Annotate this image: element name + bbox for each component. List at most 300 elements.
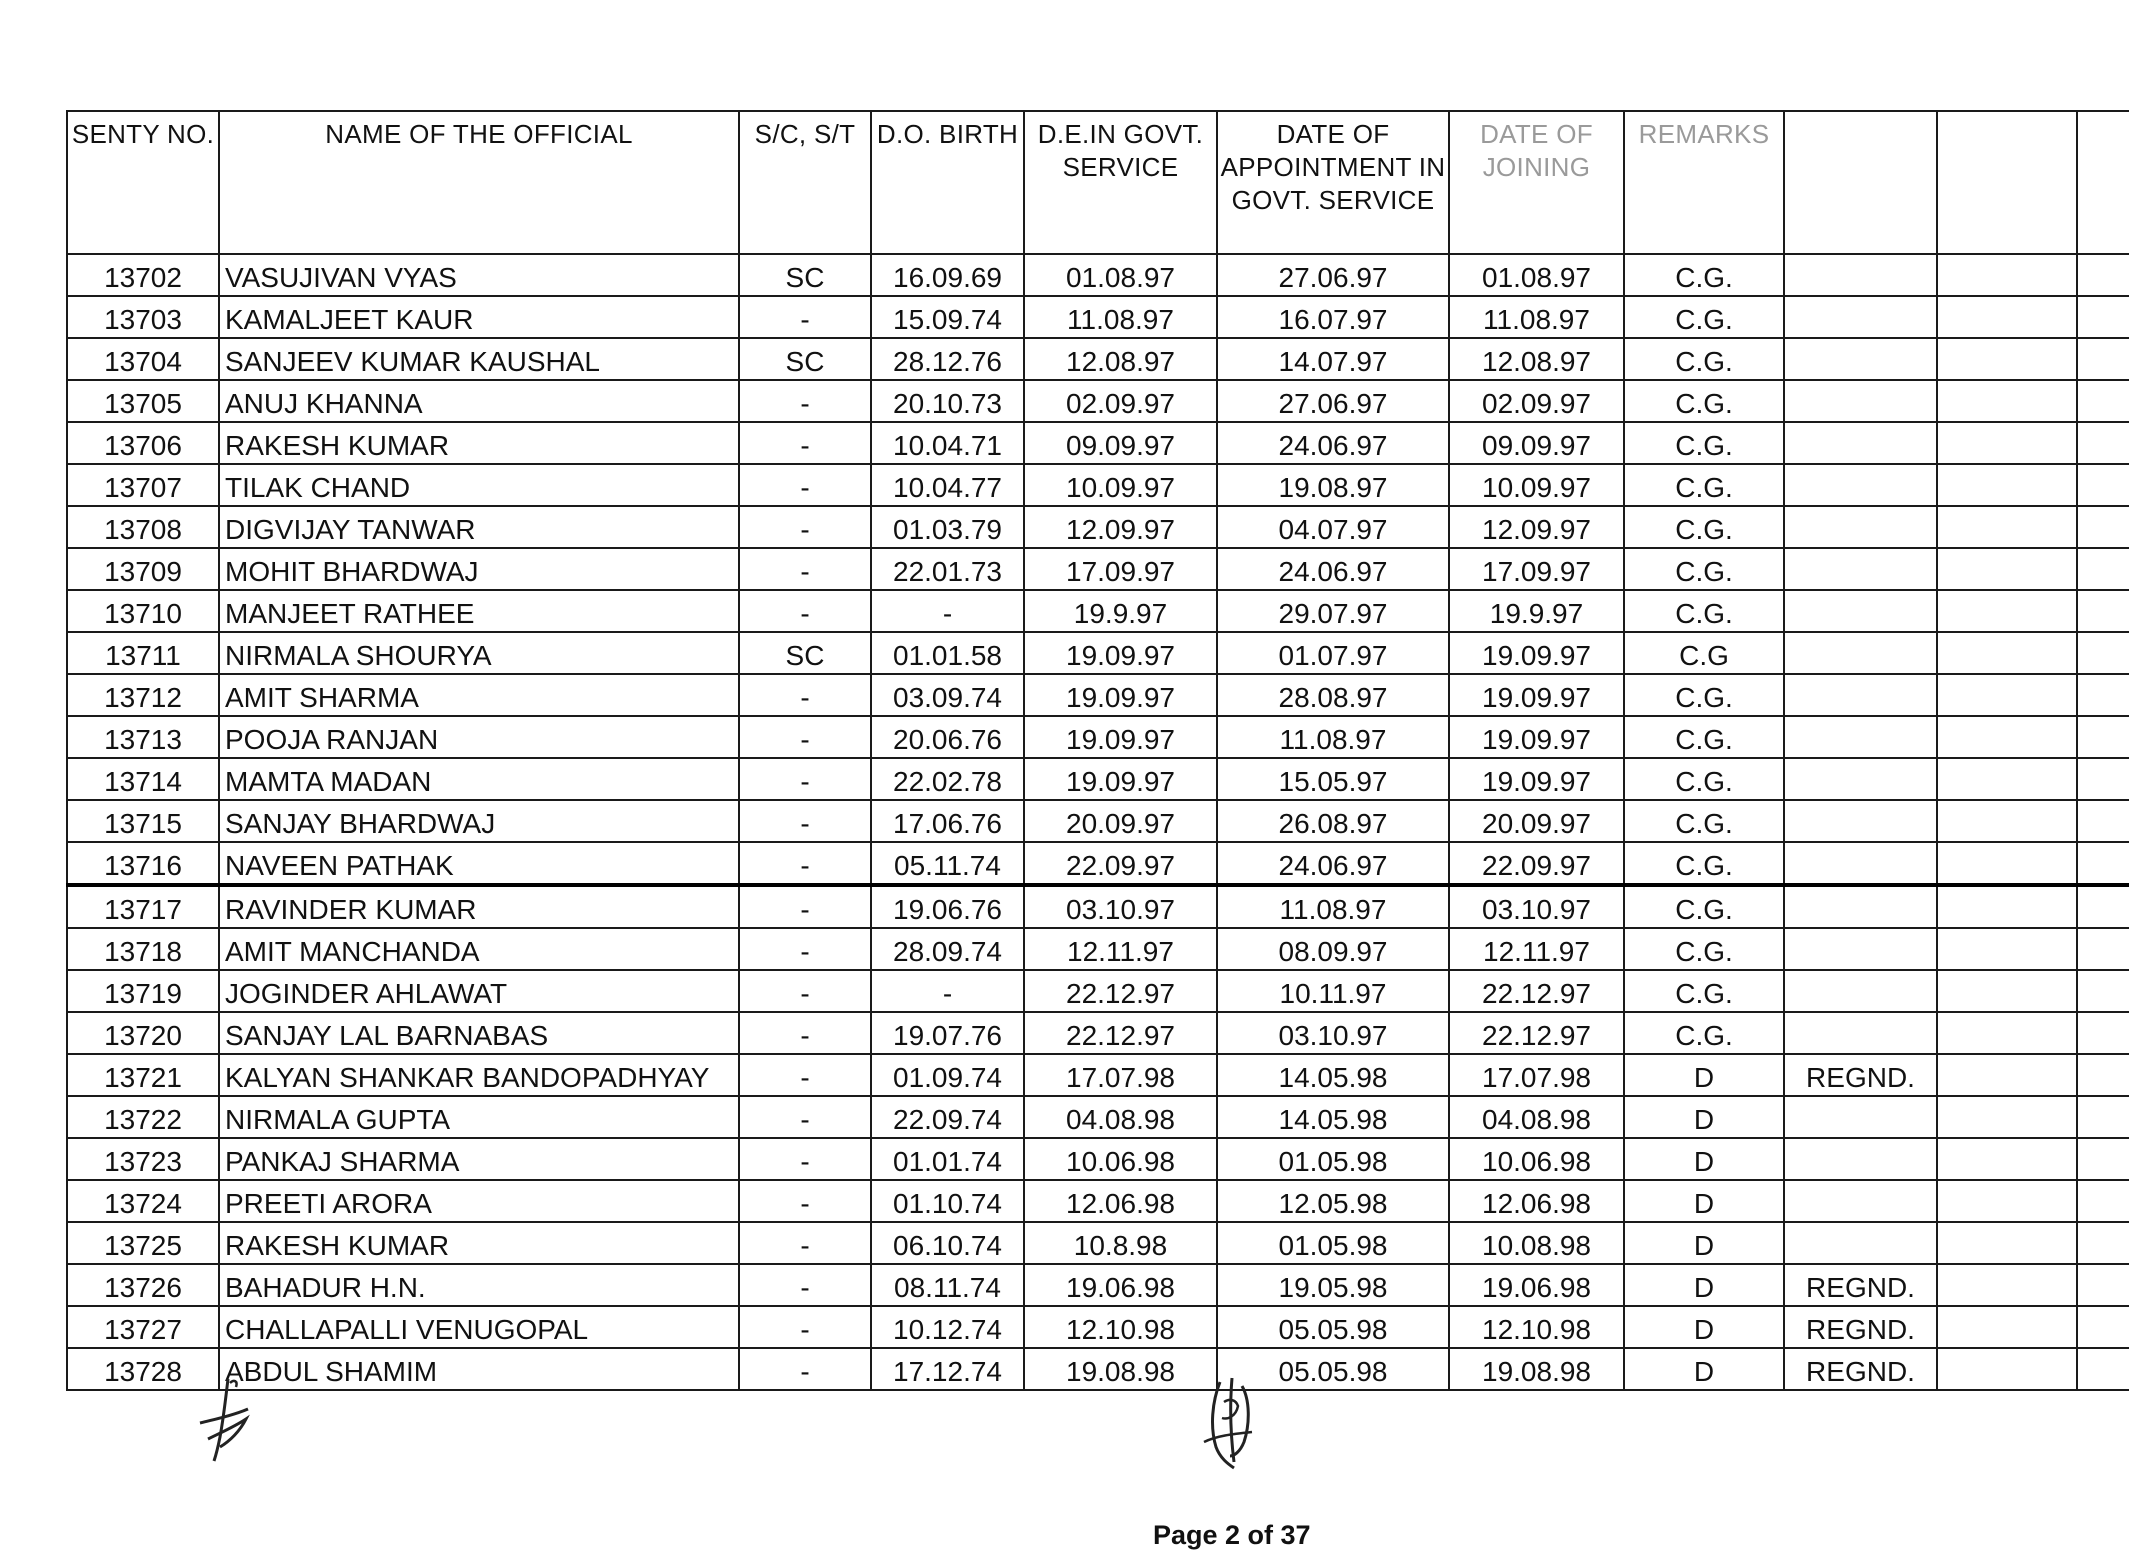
- cell-note: [1784, 380, 1937, 422]
- cell-appointment: 01.05.98: [1217, 1138, 1449, 1180]
- table-row: [67, 254, 2129, 296]
- col-header-name: NAME OF THE OFFICIAL: [219, 111, 739, 254]
- cell-name: RAKESH KUMAR: [219, 422, 739, 464]
- cell-blank: [1937, 1222, 2077, 1264]
- cell-senty-no: 13717: [67, 885, 219, 928]
- cell-remarks: C.G.: [1624, 885, 1784, 928]
- cell-blank: [1937, 464, 2077, 506]
- cell-note: [1784, 464, 1937, 506]
- cell-name: JOGINDER AHLAWAT: [219, 970, 739, 1012]
- cell-joining: 11.08.97: [1449, 296, 1624, 338]
- cell-senty-no: 13720: [67, 1012, 219, 1054]
- cell-blank: [2077, 1264, 2129, 1306]
- cell-joining: 10.06.98: [1449, 1138, 1624, 1180]
- cell-dob: 15.09.74: [871, 296, 1024, 338]
- table-row: [67, 928, 2129, 970]
- cell-dob: 01.01.58: [871, 632, 1024, 674]
- cell-name: SANJAY LAL BARNABAS: [219, 1012, 739, 1054]
- cell-name: CHALLAPALLI VENUGOPAL: [219, 1306, 739, 1348]
- cell-blank: [1937, 296, 2077, 338]
- cell-blank: [1937, 674, 2077, 716]
- cell-senty-no: 13726: [67, 1264, 219, 1306]
- cell-dob: 19.06.76: [871, 885, 1024, 928]
- table-row: [67, 338, 2129, 380]
- table-row: [67, 885, 2129, 928]
- cell-appointment: 11.08.97: [1217, 716, 1449, 758]
- cell-name: MANJEET RATHEE: [219, 590, 739, 632]
- cell-senty-no: 13718: [67, 928, 219, 970]
- cell-senty-no: 13714: [67, 758, 219, 800]
- cell-joining: 19.09.97: [1449, 758, 1624, 800]
- cell-de-govt: 17.07.98: [1024, 1054, 1217, 1096]
- cell-senty-no: 13703: [67, 296, 219, 338]
- cell-blank: [2077, 716, 2129, 758]
- col-header-de-govt: D.E.IN GOVT. SERVICE: [1024, 111, 1217, 254]
- cell-dob: -: [871, 590, 1024, 632]
- cell-category: -: [739, 1180, 871, 1222]
- cell-blank: [2077, 758, 2129, 800]
- cell-joining: 17.09.97: [1449, 548, 1624, 590]
- cell-blank: [2077, 800, 2129, 842]
- table-row: [67, 716, 2129, 758]
- cell-blank: [1937, 506, 2077, 548]
- cell-appointment: 29.07.97: [1217, 590, 1449, 632]
- cell-category: -: [739, 758, 871, 800]
- cell-remarks: C.G.: [1624, 928, 1784, 970]
- cell-category: -: [739, 842, 871, 885]
- cell-de-govt: 09.09.97: [1024, 422, 1217, 464]
- header-row: [67, 111, 2129, 254]
- cell-remarks: D: [1624, 1222, 1784, 1264]
- cell-de-govt: 22.12.97: [1024, 970, 1217, 1012]
- cell-name: DIGVIJAY TANWAR: [219, 506, 739, 548]
- cell-remarks: C.G.: [1624, 716, 1784, 758]
- cell-category: -: [739, 422, 871, 464]
- cell-category: -: [739, 380, 871, 422]
- table-row: [67, 1012, 2129, 1054]
- cell-joining: 22.12.97: [1449, 1012, 1624, 1054]
- cell-senty-no: 13715: [67, 800, 219, 842]
- cell-category: -: [739, 590, 871, 632]
- cell-name: AMIT MANCHANDA: [219, 928, 739, 970]
- cell-name: BAHADUR H.N.: [219, 1264, 739, 1306]
- cell-de-govt: 10.8.98: [1024, 1222, 1217, 1264]
- cell-senty-no: 13722: [67, 1096, 219, 1138]
- cell-blank: [1937, 254, 2077, 296]
- cell-note: [1784, 758, 1937, 800]
- cell-joining: 20.09.97: [1449, 800, 1624, 842]
- cell-de-govt: 17.09.97: [1024, 548, 1217, 590]
- cell-de-govt: 19.09.97: [1024, 716, 1217, 758]
- cell-senty-no: 13710: [67, 590, 219, 632]
- cell-blank: [2077, 338, 2129, 380]
- cell-blank: [2077, 1306, 2129, 1348]
- cell-dob: 08.11.74: [871, 1264, 1024, 1306]
- cell-appointment: 24.06.97: [1217, 842, 1449, 885]
- cell-senty-no: 13724: [67, 1180, 219, 1222]
- seniority-table: [66, 110, 2129, 1391]
- cell-blank: [2077, 506, 2129, 548]
- cell-de-govt: 03.10.97: [1024, 885, 1217, 928]
- cell-blank: [1937, 1012, 2077, 1054]
- cell-dob: 10.12.74: [871, 1306, 1024, 1348]
- cell-name: MAMTA MADAN: [219, 758, 739, 800]
- cell-senty-no: 13709: [67, 548, 219, 590]
- cell-blank: [2077, 1096, 2129, 1138]
- cell-joining: 01.08.97: [1449, 254, 1624, 296]
- cell-blank: [1937, 842, 2077, 885]
- cell-appointment: 08.09.97: [1217, 928, 1449, 970]
- cell-blank: [1937, 1096, 2077, 1138]
- cell-blank: [2077, 380, 2129, 422]
- cell-category: SC: [739, 254, 871, 296]
- cell-remarks: C.G.: [1624, 970, 1784, 1012]
- cell-remarks: D: [1624, 1180, 1784, 1222]
- cell-de-govt: 19.09.97: [1024, 632, 1217, 674]
- cell-appointment: 28.08.97: [1217, 674, 1449, 716]
- cell-remarks: C.G.: [1624, 338, 1784, 380]
- cell-blank: [1937, 716, 2077, 758]
- cell-de-govt: 22.09.97: [1024, 842, 1217, 885]
- cell-appointment: 27.06.97: [1217, 254, 1449, 296]
- cell-name: NIRMALA GUPTA: [219, 1096, 739, 1138]
- cell-dob: 05.11.74: [871, 842, 1024, 885]
- cell-blank: [1937, 632, 2077, 674]
- cell-category: -: [739, 1138, 871, 1180]
- cell-remarks: C.G.: [1624, 380, 1784, 422]
- cell-blank: [2077, 885, 2129, 928]
- table-row: [67, 422, 2129, 464]
- cell-note: REGND.: [1784, 1054, 1937, 1096]
- cell-senty-no: 13707: [67, 464, 219, 506]
- cell-dob: 17.12.74: [871, 1348, 1024, 1390]
- cell-de-govt: 12.08.97: [1024, 338, 1217, 380]
- cell-name: ANUJ KHANNA: [219, 380, 739, 422]
- cell-dob: 22.01.73: [871, 548, 1024, 590]
- table-row: [67, 1096, 2129, 1138]
- cell-remarks: C.G.: [1624, 674, 1784, 716]
- cell-name: NAVEEN PATHAK: [219, 842, 739, 885]
- cell-appointment: 05.05.98: [1217, 1348, 1449, 1390]
- cell-note: [1784, 1096, 1937, 1138]
- cell-category: -: [739, 674, 871, 716]
- cell-remarks: C.G.: [1624, 254, 1784, 296]
- cell-joining: 12.09.97: [1449, 506, 1624, 548]
- cell-category: -: [739, 1096, 871, 1138]
- table-row: [67, 758, 2129, 800]
- cell-blank: [2077, 1222, 2129, 1264]
- cell-category: -: [739, 464, 871, 506]
- col-header-extra-3: [2077, 111, 2129, 254]
- cell-dob: 01.01.74: [871, 1138, 1024, 1180]
- cell-blank: [1937, 928, 2077, 970]
- table-row: [67, 590, 2129, 632]
- cell-blank: [1937, 1054, 2077, 1096]
- cell-de-govt: 10.09.97: [1024, 464, 1217, 506]
- cell-dob: 03.09.74: [871, 674, 1024, 716]
- cell-appointment: 01.05.98: [1217, 1222, 1449, 1264]
- cell-senty-no: 13728: [67, 1348, 219, 1390]
- cell-name: NIRMALA SHOURYA: [219, 632, 739, 674]
- cell-joining: 12.11.97: [1449, 928, 1624, 970]
- cell-de-govt: 22.12.97: [1024, 1012, 1217, 1054]
- table-row: [67, 1264, 2129, 1306]
- cell-senty-no: 13716: [67, 842, 219, 885]
- col-header-remarks: REMARKS: [1624, 111, 1784, 254]
- cell-dob: 16.09.69: [871, 254, 1024, 296]
- cell-appointment: 26.08.97: [1217, 800, 1449, 842]
- cell-note: [1784, 1012, 1937, 1054]
- cell-dob: 06.10.74: [871, 1222, 1024, 1264]
- cell-de-govt: 12.11.97: [1024, 928, 1217, 970]
- cell-joining: 19.06.98: [1449, 1264, 1624, 1306]
- cell-name: PANKAJ SHARMA: [219, 1138, 739, 1180]
- table-row: [67, 1054, 2129, 1096]
- cell-remarks: C.G.: [1624, 464, 1784, 506]
- cell-dob: 01.03.79: [871, 506, 1024, 548]
- cell-appointment: 24.06.97: [1217, 548, 1449, 590]
- cell-appointment: 14.05.98: [1217, 1096, 1449, 1138]
- cell-appointment: 11.08.97: [1217, 885, 1449, 928]
- cell-blank: [1937, 590, 2077, 632]
- cell-de-govt: 19.9.97: [1024, 590, 1217, 632]
- cell-de-govt: 20.09.97: [1024, 800, 1217, 842]
- cell-blank: [2077, 632, 2129, 674]
- cell-appointment: 24.06.97: [1217, 422, 1449, 464]
- cell-dob: -: [871, 970, 1024, 1012]
- cell-joining: 03.10.97: [1449, 885, 1624, 928]
- cell-name: RAKESH KUMAR: [219, 1222, 739, 1264]
- cell-category: -: [739, 548, 871, 590]
- cell-appointment: 14.07.97: [1217, 338, 1449, 380]
- cell-blank: [2077, 1012, 2129, 1054]
- cell-category: -: [739, 1222, 871, 1264]
- cell-blank: [1937, 1264, 2077, 1306]
- cell-note: [1784, 928, 1937, 970]
- table-row: [67, 548, 2129, 590]
- cell-category: -: [739, 506, 871, 548]
- cell-note: [1784, 1138, 1937, 1180]
- cell-blank: [2077, 1054, 2129, 1096]
- cell-joining: 17.07.98: [1449, 1054, 1624, 1096]
- cell-name: AMIT SHARMA: [219, 674, 739, 716]
- table-row: [67, 380, 2129, 422]
- table-row: [67, 1180, 2129, 1222]
- cell-joining: 02.09.97: [1449, 380, 1624, 422]
- cell-blank: [1937, 422, 2077, 464]
- cell-appointment: 14.05.98: [1217, 1054, 1449, 1096]
- handwritten-signature-center: [1190, 1372, 1270, 1472]
- table-row: [67, 674, 2129, 716]
- cell-appointment: 12.05.98: [1217, 1180, 1449, 1222]
- cell-blank: [2077, 254, 2129, 296]
- cell-de-govt: 11.08.97: [1024, 296, 1217, 338]
- cell-de-govt: 01.08.97: [1024, 254, 1217, 296]
- cell-note: [1784, 885, 1937, 928]
- table-row: [67, 800, 2129, 842]
- cell-remarks: C.G.: [1624, 422, 1784, 464]
- cell-joining: 19.09.97: [1449, 716, 1624, 758]
- cell-remarks: C.G.: [1624, 296, 1784, 338]
- cell-joining: 19.9.97: [1449, 590, 1624, 632]
- cell-dob: 22.02.78: [871, 758, 1024, 800]
- cell-remarks: D: [1624, 1306, 1784, 1348]
- cell-note: [1784, 632, 1937, 674]
- col-header-category: S/C, S/T: [739, 111, 871, 254]
- cell-senty-no: 13721: [67, 1054, 219, 1096]
- cell-name: SANJEEV KUMAR KAUSHAL: [219, 338, 739, 380]
- cell-remarks: C.G: [1624, 632, 1784, 674]
- cell-blank: [1937, 1348, 2077, 1390]
- cell-blank: [2077, 842, 2129, 885]
- cell-note: [1784, 1180, 1937, 1222]
- cell-blank: [1937, 800, 2077, 842]
- cell-appointment: 16.07.97: [1217, 296, 1449, 338]
- cell-blank: [2077, 1138, 2129, 1180]
- cell-senty-no: 13723: [67, 1138, 219, 1180]
- cell-note: [1784, 506, 1937, 548]
- handwritten-initial-left: [190, 1375, 270, 1465]
- cell-joining: 22.12.97: [1449, 970, 1624, 1012]
- cell-category: -: [739, 885, 871, 928]
- cell-joining: 09.09.97: [1449, 422, 1624, 464]
- cell-appointment: 03.10.97: [1217, 1012, 1449, 1054]
- cell-remarks: C.G.: [1624, 590, 1784, 632]
- cell-senty-no: 13702: [67, 254, 219, 296]
- cell-note: REGND.: [1784, 1264, 1937, 1306]
- cell-name: POOJA RANJAN: [219, 716, 739, 758]
- table-row: [67, 464, 2129, 506]
- cell-blank: [1937, 548, 2077, 590]
- cell-note: [1784, 842, 1937, 885]
- cell-dob: 17.06.76: [871, 800, 1024, 842]
- cell-joining: 19.08.98: [1449, 1348, 1624, 1390]
- cell-name: PREETI ARORA: [219, 1180, 739, 1222]
- cell-appointment: 15.05.97: [1217, 758, 1449, 800]
- table-row: [67, 506, 2129, 548]
- cell-category: -: [739, 928, 871, 970]
- table-row: [67, 1348, 2129, 1390]
- cell-note: [1784, 548, 1937, 590]
- cell-category: -: [739, 1054, 871, 1096]
- cell-blank: [1937, 970, 2077, 1012]
- cell-remarks: C.G.: [1624, 842, 1784, 885]
- cell-remarks: C.G.: [1624, 548, 1784, 590]
- cell-de-govt: 04.08.98: [1024, 1096, 1217, 1138]
- document-sheet: [66, 110, 2129, 1391]
- cell-de-govt: 19.06.98: [1024, 1264, 1217, 1306]
- cell-de-govt: 10.06.98: [1024, 1138, 1217, 1180]
- cell-blank: [2077, 674, 2129, 716]
- table-body: [67, 254, 2129, 1390]
- cell-blank: [1937, 338, 2077, 380]
- cell-blank: [2077, 1348, 2129, 1390]
- cell-senty-no: 13706: [67, 422, 219, 464]
- cell-dob: 20.06.76: [871, 716, 1024, 758]
- cell-de-govt: 12.06.98: [1024, 1180, 1217, 1222]
- cell-dob: 28.09.74: [871, 928, 1024, 970]
- cell-appointment: 19.08.97: [1217, 464, 1449, 506]
- cell-de-govt: 19.09.97: [1024, 758, 1217, 800]
- cell-joining: 19.09.97: [1449, 632, 1624, 674]
- cell-note: REGND.: [1784, 1348, 1937, 1390]
- cell-de-govt: 19.08.98: [1024, 1348, 1217, 1390]
- cell-senty-no: 13708: [67, 506, 219, 548]
- cell-senty-no: 13704: [67, 338, 219, 380]
- cell-category: -: [739, 1012, 871, 1054]
- cell-blank: [2077, 970, 2129, 1012]
- cell-remarks: C.G.: [1624, 506, 1784, 548]
- cell-blank: [2077, 548, 2129, 590]
- cell-remarks: D: [1624, 1264, 1784, 1306]
- cell-senty-no: 13725: [67, 1222, 219, 1264]
- cell-category: -: [739, 1306, 871, 1348]
- cell-remarks: D: [1624, 1054, 1784, 1096]
- cell-dob: 10.04.71: [871, 422, 1024, 464]
- cell-name: VASUJIVAN VYAS: [219, 254, 739, 296]
- cell-dob: 01.10.74: [871, 1180, 1024, 1222]
- cell-blank: [1937, 1180, 2077, 1222]
- cell-appointment: 19.05.98: [1217, 1264, 1449, 1306]
- cell-de-govt: 02.09.97: [1024, 380, 1217, 422]
- cell-note: [1784, 254, 1937, 296]
- col-header-joining: DATE OF JOINING: [1449, 111, 1624, 254]
- col-header-dob: D.O. BIRTH: [871, 111, 1024, 254]
- cell-blank: [1937, 885, 2077, 928]
- cell-de-govt: 12.10.98: [1024, 1306, 1217, 1348]
- cell-note: [1784, 296, 1937, 338]
- cell-joining: 04.08.98: [1449, 1096, 1624, 1138]
- cell-remarks: D: [1624, 1096, 1784, 1138]
- cell-joining: 22.09.97: [1449, 842, 1624, 885]
- cell-blank: [2077, 928, 2129, 970]
- cell-joining: 10.08.98: [1449, 1222, 1624, 1264]
- cell-senty-no: 13713: [67, 716, 219, 758]
- cell-blank: [2077, 422, 2129, 464]
- cell-name: KAMALJEET KAUR: [219, 296, 739, 338]
- cell-joining: 10.09.97: [1449, 464, 1624, 506]
- cell-name: ABDUL SHAMIM: [219, 1348, 739, 1390]
- cell-blank: [2077, 296, 2129, 338]
- cell-category: -: [739, 800, 871, 842]
- cell-blank: [2077, 464, 2129, 506]
- cell-senty-no: 13712: [67, 674, 219, 716]
- cell-appointment: 10.11.97: [1217, 970, 1449, 1012]
- cell-note: [1784, 1222, 1937, 1264]
- cell-note: REGND.: [1784, 1306, 1937, 1348]
- table-row: [67, 842, 2129, 885]
- cell-name: RAVINDER KUMAR: [219, 885, 739, 928]
- cell-note: [1784, 338, 1937, 380]
- cell-category: -: [739, 296, 871, 338]
- cell-note: [1784, 800, 1937, 842]
- cell-blank: [1937, 1138, 2077, 1180]
- table-row: [67, 1222, 2129, 1264]
- cell-appointment: 01.07.97: [1217, 632, 1449, 674]
- cell-dob: 19.07.76: [871, 1012, 1024, 1054]
- cell-blank: [2077, 1180, 2129, 1222]
- cell-category: -: [739, 1348, 871, 1390]
- cell-blank: [2077, 590, 2129, 632]
- cell-appointment: 04.07.97: [1217, 506, 1449, 548]
- cell-note: [1784, 422, 1937, 464]
- cell-name: SANJAY BHARDWAJ: [219, 800, 739, 842]
- cell-remarks: C.G.: [1624, 800, 1784, 842]
- cell-category: -: [739, 716, 871, 758]
- cell-name: KALYAN SHANKAR BANDOPADHYAY: [219, 1054, 739, 1096]
- table-row: [67, 632, 2129, 674]
- cell-de-govt: 12.09.97: [1024, 506, 1217, 548]
